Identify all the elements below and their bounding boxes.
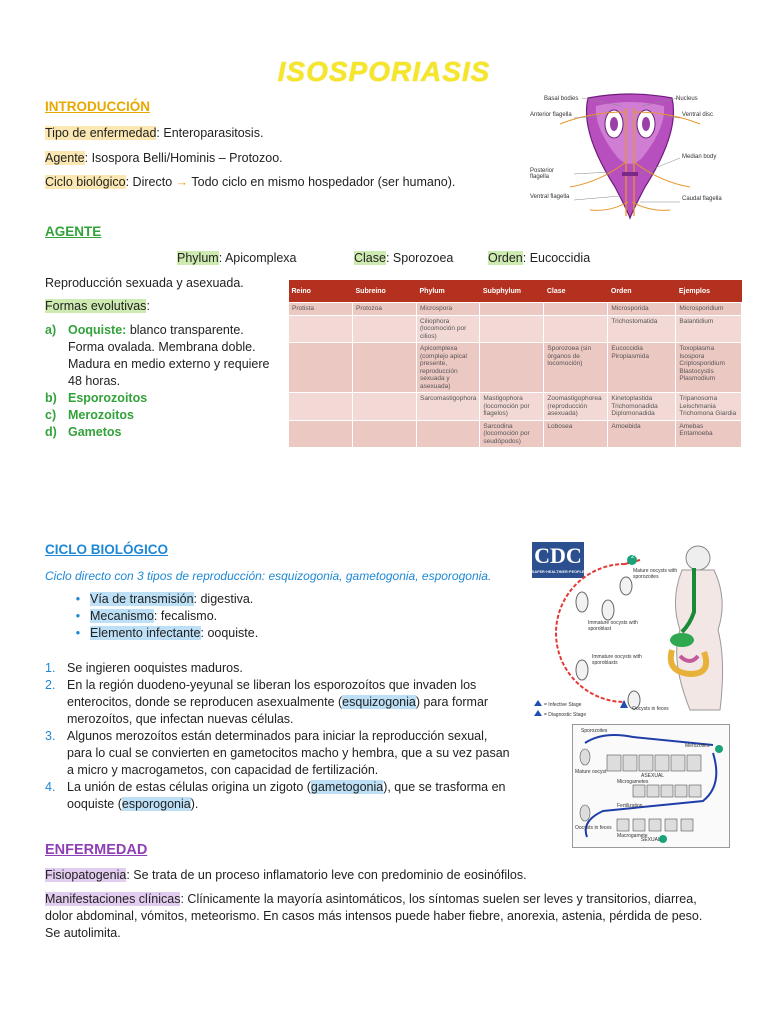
step-number: 2. [45,678,56,692]
bullet-icon: • [75,592,81,606]
intro-label: Agente [45,151,85,165]
form-desc: 48 horas. [68,374,121,388]
diagram-label: Oocysts in feces [632,706,669,712]
table-header: Clase [544,280,608,303]
bullet-text: : fecalismo. [153,609,218,623]
formas-line [45,298,150,315]
diagram-label: Basal bodies [544,96,579,102]
table-cell: Protista [289,303,353,316]
diagram-label: = Diagnostic Stage [544,712,587,718]
diagram-label: Caudal flagella [682,196,722,202]
phylum-value: : Apicomplexa [218,251,297,265]
step-number: 3. [45,729,56,743]
diagram-label: Sporozoites [581,728,608,734]
step-number: 4. [45,780,56,794]
form-name: Esporozoitos [68,391,148,405]
bullet-icon: • [75,609,81,623]
orden-line [488,250,590,267]
intro-text: Todo ciclo en mismo hospedador (ser humano). [188,175,456,189]
table-cell: Zoomastigophorea (reproducción asexuada) [544,393,608,421]
list-marker: d) [45,425,57,439]
ciclo-steps [45,660,510,813]
table-cell: Toxoplasma Isospora Criptosporidium Blastocystis Plasmodium [676,343,742,393]
form-desc: Madura en medio externo y requiere [68,357,270,371]
enfermedad-heading: ENFERMEDAD [45,842,148,858]
bullet-text: : digestiva. [193,592,254,606]
table-cell: Amoebida [608,420,676,448]
table-cell [289,420,353,448]
formas-colon: : [146,299,150,313]
table-header: Orden [608,280,676,303]
list-item [45,677,510,694]
intro-line-1 [45,125,263,142]
bullet-label: Mecanismo [90,609,154,623]
step-text: La unión de estas células origina un zigoto ( [67,780,311,794]
step-text: ). [190,797,199,811]
ciclo-bullets [66,591,258,642]
table-cell: Protozoa [353,303,417,316]
table-header: Subphylum [480,280,544,303]
table-cell [289,315,353,343]
table-cell: Ciliophora (locomoción por cilios) [417,315,480,343]
table-body [289,303,742,448]
table-cell [289,343,353,393]
table-cell: Sarcodina (locomoción por seudópodos) [480,420,544,448]
orden-label: Orden [488,251,523,265]
form-name: Merozoitos [68,408,134,422]
diagram-label: Microgametes [617,779,649,785]
list-item [45,728,510,745]
step-text: para lo cual se convierten en gametocitos macho y hembra, que a su vez pasan [67,746,510,760]
intro-text: : Isospora Belli/Hominis – Protozoo. [84,151,283,165]
manif-line [45,891,702,908]
diagram-label: Merozoites [685,743,710,749]
clase-label: Clase [354,251,386,265]
cdc-asexual-sexual-diagram [572,724,730,848]
table-row [289,420,742,448]
bullet-label: Vía de transmisión [90,592,194,606]
table-cell [353,315,417,343]
step-text: a micro y macrogametos, con capacidad de fertilización. [67,763,379,777]
step-highlight: esquizogonia [342,695,416,709]
diagram-label: ASEXUAL [641,773,665,779]
diagram-label: SEXUAL [641,837,661,843]
step-text: enterocitos, donde se reproducen asexualmente ( [67,695,343,709]
manif-label: Manifestaciones clínicas [45,892,181,906]
table-cell [289,393,353,421]
table-header: Reino [289,280,353,303]
cdc-logo-text: CDC [534,543,582,568]
diagram-label: Ventral disc [682,112,714,118]
fisio-line [45,867,527,884]
diagram-label: Mature oocysts with sporozoites [633,568,678,580]
table-cell: Microsporidium [676,303,742,316]
table-header: Phylum [417,280,480,303]
table-row [289,343,742,393]
list-item [66,625,258,642]
table-cell: Sporozoea (sin órganos de locomoción) [544,343,608,393]
table-cell: Apicomplexa (complejo apical presente, reproducción sexuada y asexuada) [417,343,480,393]
list-item [45,779,510,796]
fisio-label: Fisiopatogenia [45,868,127,882]
table-cell [353,393,417,421]
table-cell [480,315,544,343]
intro-text: : Enteroparasitosis. [156,126,264,140]
intro-text: : Directo [125,175,176,189]
manif-block [45,891,702,942]
list-item [66,591,258,608]
diagram-label: Anterior flagella [530,112,572,118]
diagram-label: Median body [682,154,717,160]
list-item [45,407,280,424]
intro-line-3 [45,174,455,191]
bullet-label: Elemento infectante [90,626,201,640]
manif-text: dolor abdominal, vómitos, meteorismo. En casos más intensos puede haber fiebre, anorexia, astenia, pérdida de peso. [45,909,703,923]
diagram-label: Fertilization [617,803,643,809]
step-text: Se ingieren ooquistes maduros. [67,661,243,675]
clase-value: : Sporozoea [385,251,454,265]
orden-value: : Eucoccidia [522,251,591,265]
form-desc: blanco transparente. [126,323,244,337]
table-cell [417,420,480,448]
form-name: Ooquiste: [68,323,127,337]
step-text: merozoítos, que infectan nuevas células. [67,712,294,726]
diagram-label: = Infective Stage [544,702,582,708]
table-cell: Lobosea [544,420,608,448]
table-cell [353,420,417,448]
taxonomy-table [288,280,742,448]
diagram-label: Oocysts in feces [575,825,612,831]
diagram-label: Nucleus [676,96,698,102]
table-row [289,393,742,421]
table-cell [544,303,608,316]
formas-list [45,322,280,441]
bullet-text: : ooquiste. [200,626,259,640]
diagram-label: Ventral flagella [530,194,570,200]
diagram-label: Mature oocyst [575,769,607,775]
list-marker: c) [45,408,57,422]
intro-heading: INTRODUCCIÓN [45,99,150,114]
step-text: ooquiste ( [67,797,122,811]
table-row [289,303,742,316]
step-text: En la región duodeno-yeyunal se liberan los esporozoítos que invaden los [67,678,477,692]
giardia-diagram [530,92,730,222]
clase-line [354,250,453,267]
diagram-label: Immature oocysts with sporoblast [588,620,638,632]
diagram-label: Immature oocysts with sporoblasts [592,654,642,666]
step-highlight: esporogonia [121,797,191,811]
table-cell: Eucoccidia Piroplasmida [608,343,676,393]
arrow-icon: → [175,175,189,189]
table-cell: Tripanosoma Leischmania Trichomona Giardia [676,393,742,421]
form-desc: Forma ovalada. Membrana doble. [68,340,256,354]
bullet-icon: • [75,626,81,640]
diagram-label: Macrogamete [617,833,648,839]
step-text: ), que se trasforma en [383,780,506,794]
table-cell: Mastigophora (locomoción por flagelos) [480,393,544,421]
step-text: Algunos merozoítos están determinados para iniciar la reproducción sexual, [67,729,488,743]
step-number: 1. [45,661,56,675]
ciclo-heading: CICLO BIOLÓGICO [45,542,168,557]
stage-marker: 2 [631,554,635,560]
table-cell: Microsporida [608,303,676,316]
manif-text: : Clínicamente la mayoría asintomáticos, los síntomas suelen ser leves y transitorios, diarrea, [180,892,697,906]
table-cell: Balantidium [676,315,742,343]
table-cell [544,315,608,343]
step-line [45,796,510,813]
formas-label: Formas evolutivas [45,299,147,313]
cdc-logo-sub: SAFER·HEALTHIER·PEOPLE [532,570,585,574]
form-name: Gametos [68,425,122,439]
table-cell: Trichostomatida [608,315,676,343]
table-cell [480,343,544,393]
step-highlight: gametogonia [310,780,384,794]
phylum-line [177,250,297,267]
list-item [45,424,280,441]
diagram-label: Posterior flagella [530,168,555,180]
list-item [45,660,510,677]
intro-label: Ciclo biológico [45,175,126,189]
list-marker: a) [45,323,57,337]
intro-line-2 [45,150,283,167]
table-cell [480,303,544,316]
list-item [45,390,280,407]
intro-label: Tipo de enfermedad [45,126,157,140]
table-header: Ejemplos [676,280,742,303]
list-item [66,608,258,625]
table-cell: Kinetoplastida Trichomonadida Diplomonadida [608,393,676,421]
step-text: ) para formar [415,695,489,709]
agente-heading: AGENTE [45,224,102,239]
page-title: ISOSPORIASIS [277,56,491,87]
reproduccion-text: Reproducción sexuada y asexuada. [45,276,244,290]
phylum-label: Phylum [177,251,219,265]
list-item [45,322,280,339]
table-header: Subreino [353,280,417,303]
table-row [289,315,742,343]
table-cell: Sarcomastigophora [417,393,480,421]
table-cell: Microspora [417,303,480,316]
cdc-lifecycle-diagram [530,540,740,720]
ciclo-subtitle: Ciclo directo con 3 tipos de reproducción: esquizogonia, gametogonia, esporogonia. [45,569,492,583]
list-marker: b) [45,391,57,405]
fisio-text: : Se trata de un proceso inflamatorio leve con predominio de eosinófilos. [126,868,527,882]
table-cell [353,343,417,393]
manif-text: Se autolimita. [45,926,121,940]
table-cell: Amebas Entamoeba [676,420,742,448]
step-line [45,694,510,711]
